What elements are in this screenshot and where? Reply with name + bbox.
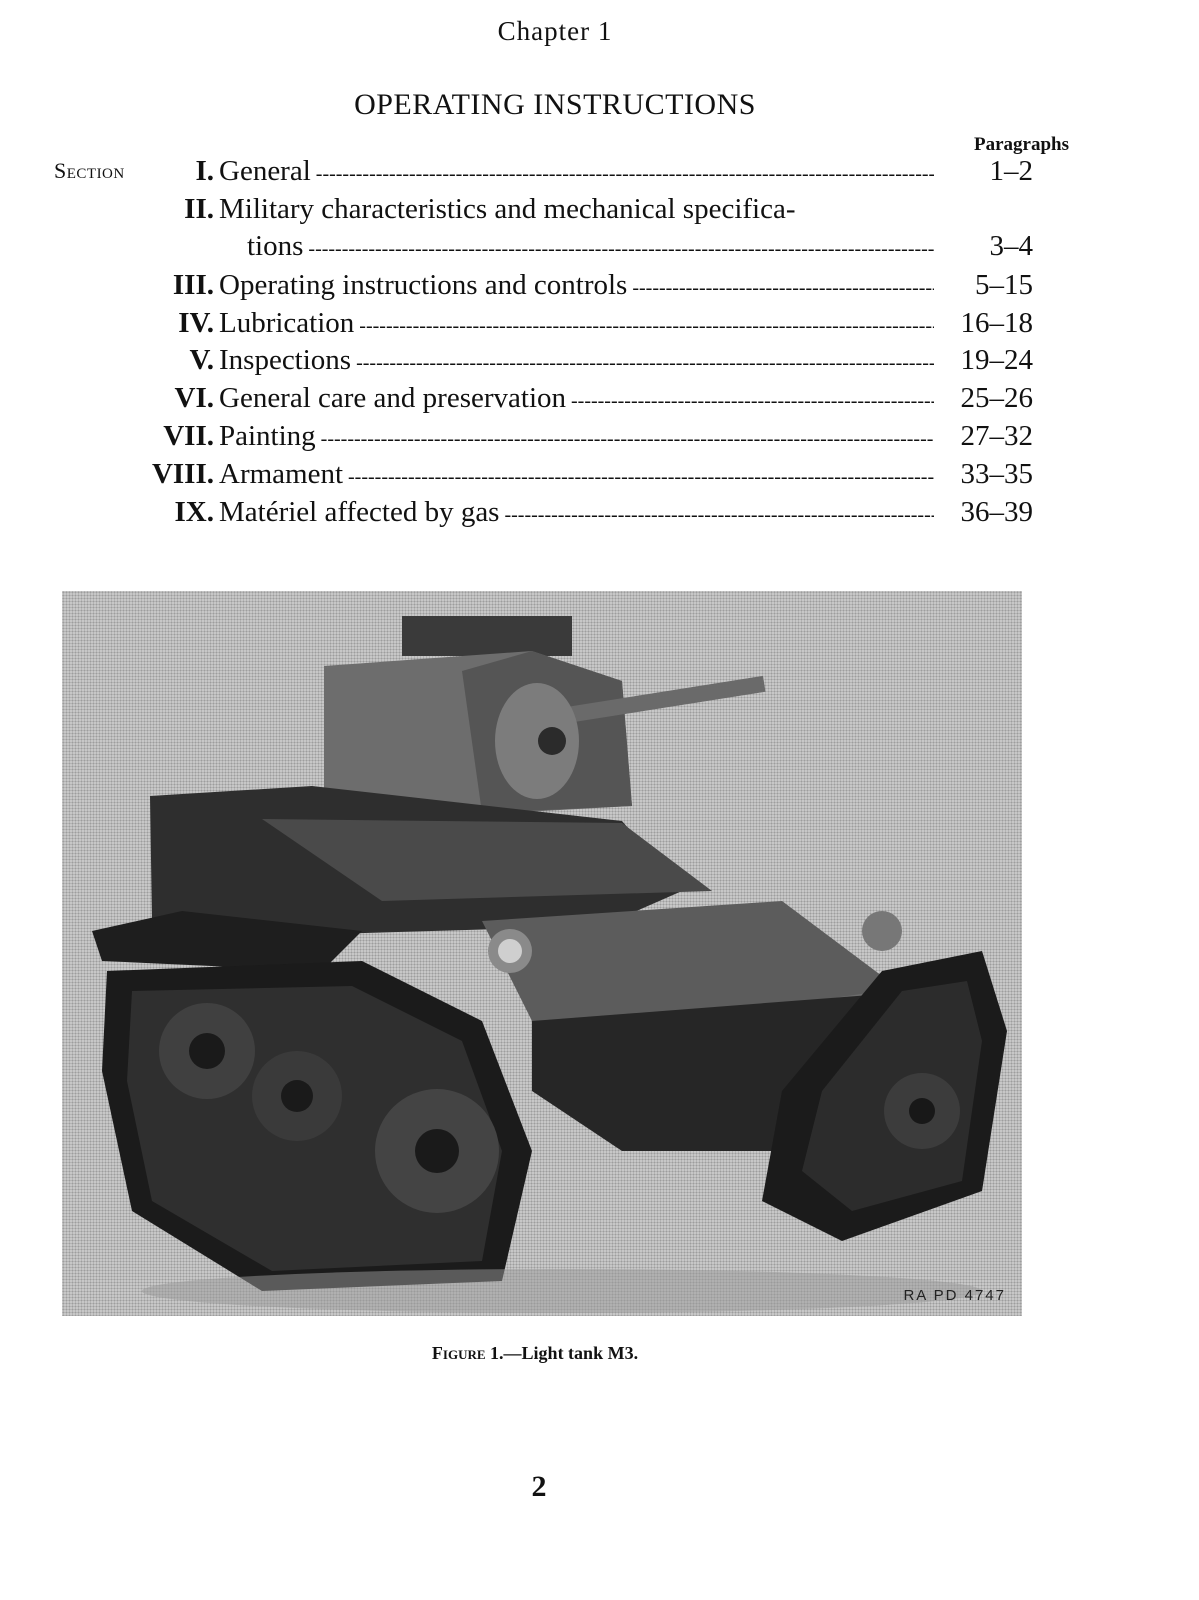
toc-numeral: III. <box>172 269 214 301</box>
chapter-label: Chapter 1 <box>497 16 613 46</box>
toc-pages: 36–39 <box>960 496 1033 528</box>
toc-entry-6 <box>0 379 1199 417</box>
figure-caption-label: Figure 1. <box>431 1343 504 1363</box>
tank-illustration <box>62 591 1022 1316</box>
toc-column-header: Paragraphs <box>974 134 1069 155</box>
toc-numeral: VIII. <box>151 458 214 490</box>
toc-entry-5 <box>0 341 1199 379</box>
tank-photograph <box>62 591 1022 1316</box>
toc-pages: 27–32 <box>960 420 1033 452</box>
gun-mantlet <box>495 683 579 799</box>
toc-entry-2-continuation <box>0 227 1199 265</box>
figure-caption-text: —Light tank M3. <box>503 1343 639 1363</box>
toc-numeral: IV. <box>178 307 214 339</box>
toc-title: General ----- <box>219 152 934 193</box>
toc-title: Operating instructions and controls ----- <box>219 266 934 307</box>
figure-reference-code: RA PD 4747 <box>903 1287 1006 1304</box>
chapter-title: OPERATING INSTRUCTIONS <box>354 88 756 121</box>
toc-pages: 5–15 <box>975 269 1033 301</box>
toc-pages: 3–4 <box>989 230 1033 262</box>
toc-entry-2 <box>0 190 1199 228</box>
toc-title: Inspections ----- <box>219 341 934 382</box>
toc-entry-1 <box>0 152 1199 190</box>
toc-pages: 25–26 <box>960 382 1033 414</box>
toc-section-word: Section <box>54 158 125 183</box>
figure-caption <box>0 1343 1070 1364</box>
toc-entry-9 <box>0 493 1199 531</box>
turret-hatch <box>402 616 572 656</box>
page-number: 2 <box>531 1470 547 1503</box>
toc-title-continuation: tions ----- <box>247 227 934 268</box>
toc-entry-8 <box>0 455 1199 493</box>
toc-title: Lubrication ----- <box>219 304 934 345</box>
toc-entry-7 <box>0 417 1199 455</box>
toc-title: Matériel affected by gas ----- <box>219 493 934 534</box>
toc-numeral: IX. <box>174 496 214 528</box>
toc-numeral: VI. <box>174 382 214 414</box>
toc-numeral: I. <box>195 155 214 187</box>
toc-numeral: V. <box>189 344 214 376</box>
toc-pages: 19–24 <box>960 344 1033 376</box>
toc-pages: 16–18 <box>960 307 1033 339</box>
toc-title: General care and preservation ----- <box>219 379 934 420</box>
toc-title: Painting ----- <box>219 417 934 458</box>
toc-entry-4 <box>0 304 1199 342</box>
toc-numeral: II. <box>184 193 214 225</box>
toc-title: Armament ----- <box>219 455 934 496</box>
toc-pages: 33–35 <box>960 458 1033 490</box>
toc-entry-3 <box>0 266 1199 304</box>
toc-pages: 1–2 <box>989 155 1033 187</box>
toc-title: Military characteristics and mechanical specifica- <box>219 193 796 225</box>
toc-numeral: VII. <box>163 420 214 452</box>
